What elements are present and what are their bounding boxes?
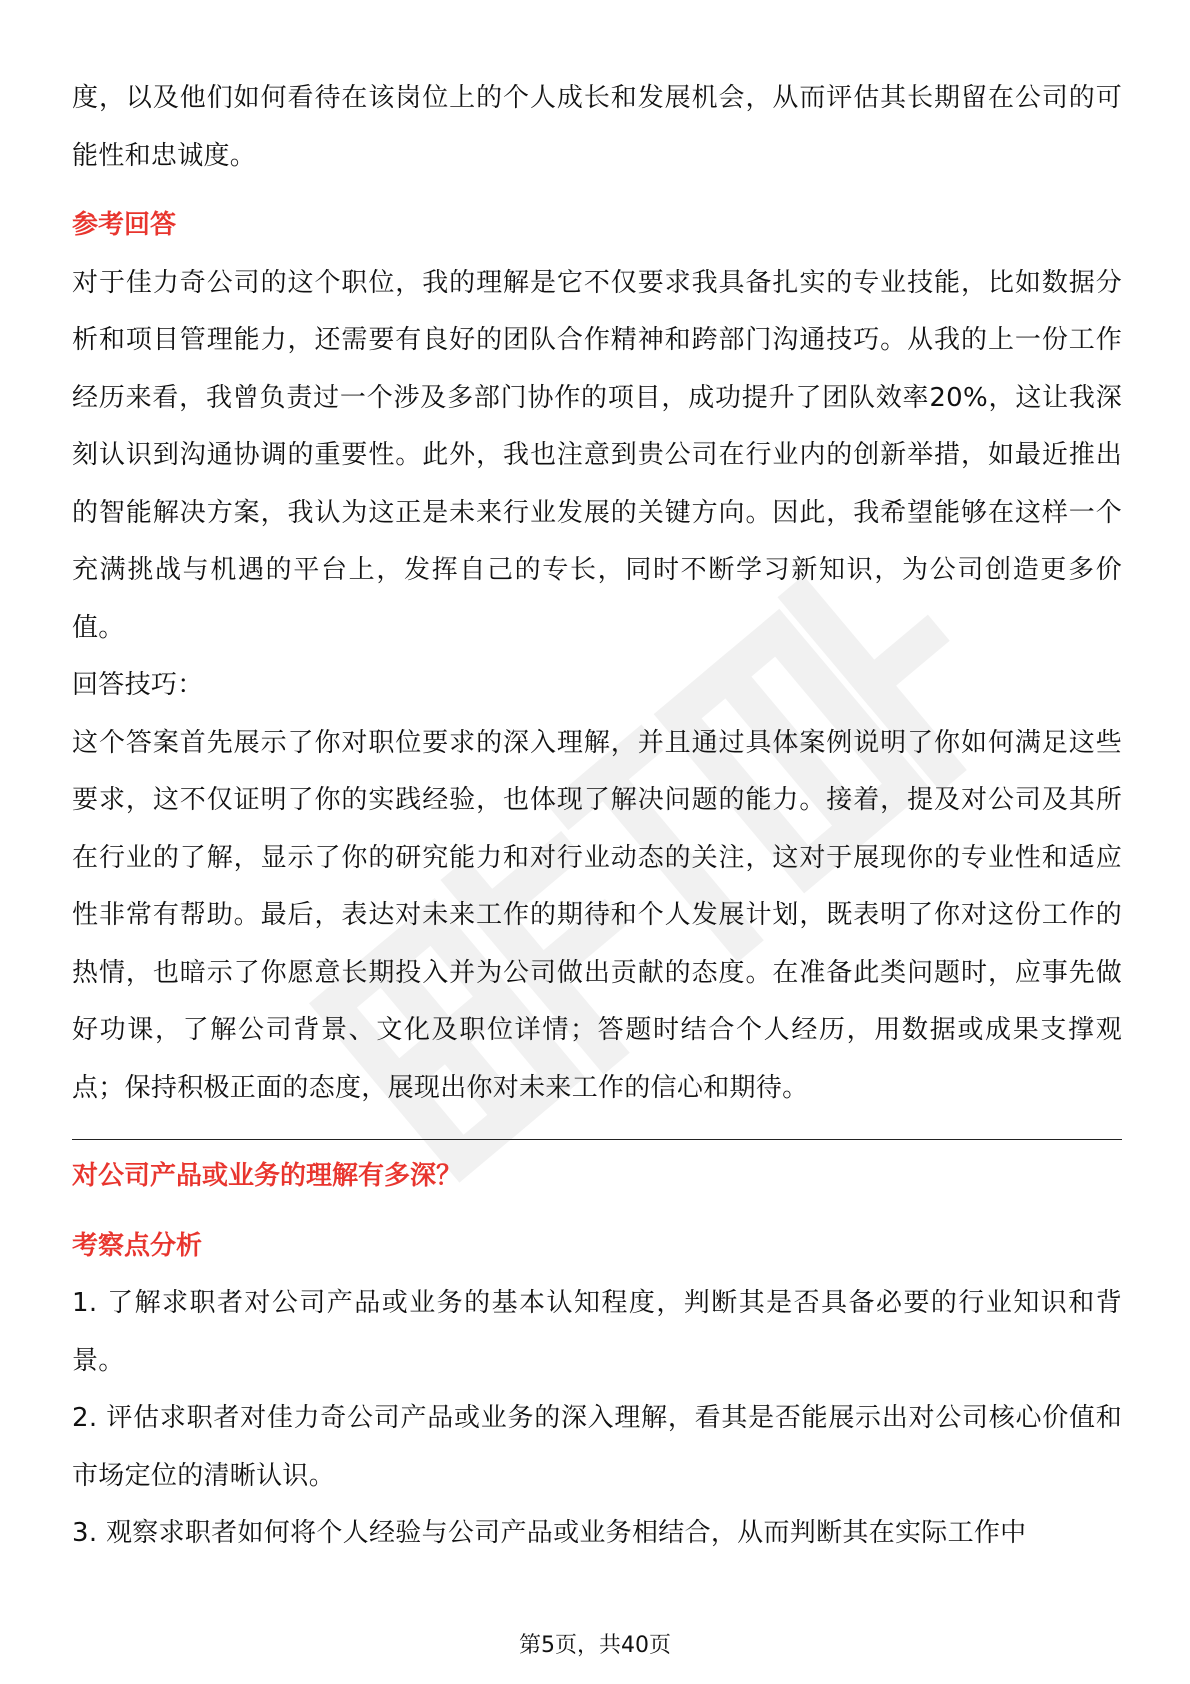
question-title: 对公司产品或业务的理解有多深？ [72, 1161, 463, 1191]
tips-label: 回答技巧： [72, 670, 204, 700]
analysis-point: 3. 观察求职者如何将个人经验与公司产品或业务相结合，从而判断其在实际工作中 [72, 1518, 1027, 1548]
reference-answer-heading: 参考回答 [72, 210, 177, 240]
reference-answer-text: 对于佳力奇公司的这个职位，我的理解是它不仅要求我具备扎实的专业技能，比如数据分析和项目管理能力，还需要有良好的团队合作精神和跨部门沟通技巧。从我的上一份工作经历来看，我曾负责过一个涉及多部门协作的项目，成功提升了团队效率20%，这让我深刻认识到沟通协调的重要性。此外，我也注意到贵公司在行业内的创新举措，如最近推出的智能解决方案，我认为这正是未来行业发展的关键方向。因此，我希望能够在这样一个充满挑战与机遇的平台上，发挥自己的专长，同时不断学习新知识，为公司创造更多价值。 [72, 267, 1122, 643]
section-divider [72, 1139, 1122, 1140]
main-content [72, 70, 1122, 1563]
intro-paragraph: 度，以及他们如何看待在该岗位上的个人成长和发展机会，从而评估其长期留在公司的可能性和忠诚度。 [72, 83, 1122, 171]
analysis-heading: 考察点分析 [72, 1230, 203, 1261]
page-number: 第5页，共40页 [519, 1633, 671, 1658]
analysis-point: 1. 了解求职者对公司产品或业务的基本认知程度，判断其是否具备必要的行业知识和背景。 [72, 1288, 1122, 1376]
analysis-point: 2. 评估求职者对佳力奇公司产品或业务的深入理解，看其是否能展示出对公司核心价值和市场定位的清晰认识。 [72, 1403, 1122, 1491]
tips-text: 这个答案首先展示了你对职位要求的深入理解，并且通过具体案例说明了你如何满足这些要求，这不仅证明了你的实践经验，也体现了解决问题的能力。接着，提及对公司及其所在行业的了解，显示了你的研究能力和对行业动态的关注，这对于展现你的专业性和适应性非常有帮助。最后，表达对未来工作的期待和个人发展计划，既表明了你对这份工作的热情，也暗示了你愿意长期投入并为公司做出贡献的态度。在准备此类问题时，应事先做好功课，了解公司背景、文化及职位详情；答题时结合个人经历，用数据或成果支撑观点；保持积极正面的态度，展现出你对未来工作的信心和期待。 [72, 727, 1122, 1103]
